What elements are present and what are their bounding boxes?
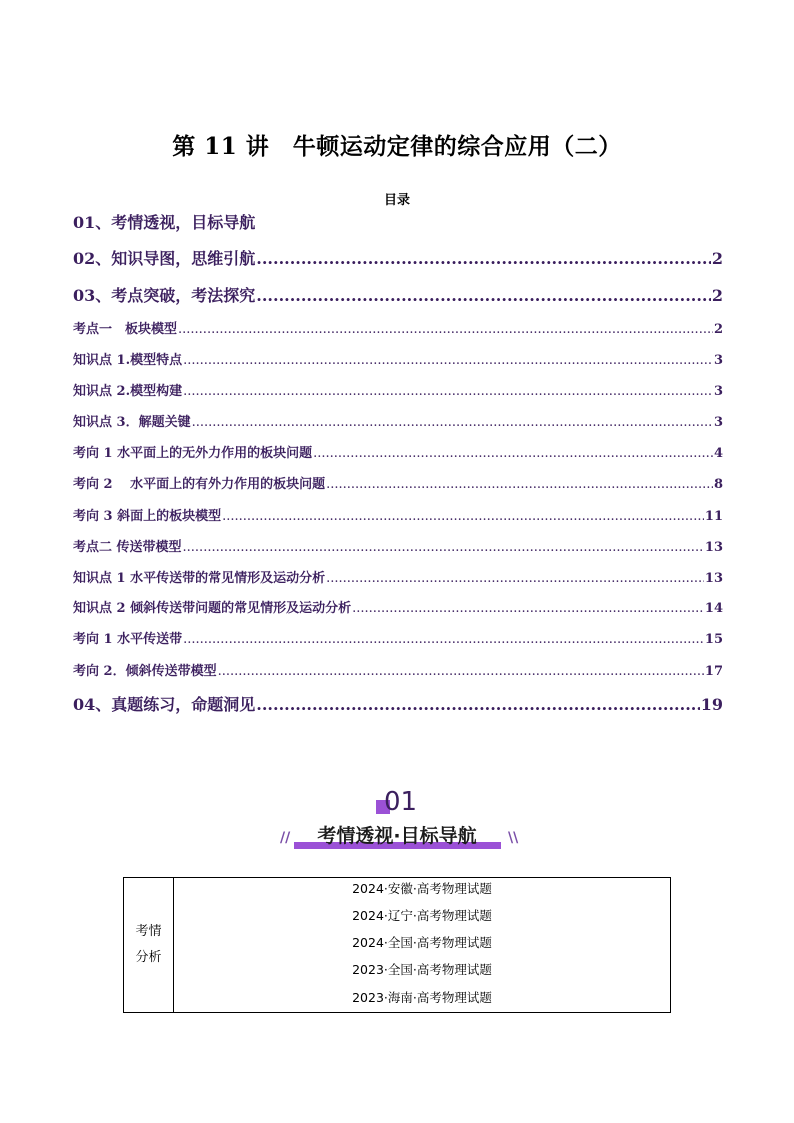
toc-entry[interactable] <box>73 349 723 368</box>
toc-entry-label: 03、考点突破，考法探究 <box>73 286 256 305</box>
toc-entry-page: 15 <box>704 632 723 647</box>
section-header <box>0 787 794 857</box>
toc-entry-page: 4 <box>713 446 723 461</box>
toc-entry-label: 知识点 2 倾斜传送带问题的常见情形及运动分析 <box>73 601 352 616</box>
toc-leader-dots <box>326 477 713 492</box>
toc-entry-page: 2 <box>711 249 723 268</box>
toc-leader-dots <box>256 286 711 305</box>
decorative-slash-right: \\ <box>508 830 519 846</box>
toc-entry-page: 3 <box>713 415 723 430</box>
section-number: 01 <box>384 787 418 817</box>
toc-entry-label: 知识点 1 水平传送带的常见情形及运动分析 <box>73 571 326 586</box>
toc-entry-page: 11 <box>704 509 723 524</box>
toc-entry-label: 知识点 1.模型特点 <box>73 353 183 368</box>
toc-entry-label: 04、真题练习，命题洞见 <box>73 695 256 714</box>
exam-source-item: 2024·安徽·高考物理试题 <box>352 881 492 896</box>
toc-entry-label: 考点一 板块模型 <box>73 322 178 337</box>
toc-entry-label: 02、知识导图，思维引航 <box>73 249 256 268</box>
toc-entry-label: 考向 3 斜面上的板块模型 <box>73 509 222 524</box>
exam-source-item: 2023·全国·高考物理试题 <box>352 962 492 977</box>
exam-source-item: 2024·辽宁·高考物理试题 <box>352 908 492 923</box>
toc-entry-label: 考向 1 水平面上的无外力作用的板块问题 <box>73 446 313 461</box>
toc-entry[interactable] <box>73 246 723 269</box>
exam-source-item: 2023·海南·高考物理试题 <box>352 990 492 1005</box>
toc-entry-page: 13 <box>704 540 723 555</box>
section-title: 考情透视·目标导航 <box>317 825 477 847</box>
toc-entry[interactable] <box>73 411 723 430</box>
toc-heading: 目录 <box>383 193 410 208</box>
exam-source-item: 2024·全国·高考物理试题 <box>352 935 492 950</box>
toc-entry[interactable] <box>73 660 723 679</box>
toc-leader-dots <box>256 695 699 714</box>
document-title: 第 11 讲 牛顿运动定律的综合应用（二） <box>172 133 622 160</box>
toc-leader-dots <box>183 632 704 647</box>
toc-entry[interactable] <box>73 505 723 524</box>
toc-entry[interactable] <box>73 210 723 233</box>
exam-analysis-label: 考情分析 <box>135 924 162 965</box>
toc-entry[interactable] <box>73 536 723 555</box>
toc-entry-page: 3 <box>713 353 723 368</box>
toc-leader-dots <box>326 571 704 586</box>
toc-entry[interactable] <box>73 567 723 586</box>
toc-entry-label: 知识点 2.模型构建 <box>73 384 183 399</box>
toc-entry[interactable] <box>73 597 723 616</box>
toc-entry-label: 知识点 3．解题关键 <box>73 415 191 430</box>
toc-leader-dots <box>183 384 713 399</box>
toc-leader-dots <box>256 249 711 268</box>
toc-leader-dots <box>178 322 713 337</box>
decorative-slash-left: // <box>280 830 291 846</box>
toc-entry[interactable] <box>73 380 723 399</box>
toc-entry-page: 3 <box>713 384 723 399</box>
toc-leader-dots <box>192 415 713 430</box>
toc-entry-page: 2 <box>713 322 723 337</box>
toc-entry[interactable] <box>73 442 723 461</box>
toc-entry[interactable] <box>73 628 723 647</box>
toc-entry[interactable] <box>73 318 723 337</box>
toc-entry[interactable] <box>73 283 723 306</box>
toc-entry-label: 01、考情透视，目标导航 <box>73 213 256 232</box>
toc-entry-page: 17 <box>704 664 723 679</box>
toc-entry-page: 8 <box>713 477 723 492</box>
exam-analysis-table <box>123 877 671 1013</box>
exam-analysis-label-cell <box>124 878 174 1012</box>
toc-leader-dots <box>313 446 713 461</box>
toc-entry-label: 考向 1 水平传送带 <box>73 632 183 647</box>
toc-leader-dots <box>183 540 704 555</box>
toc-entry-label: 考向 2 水平面上的有外力作用的板块问题 <box>73 477 326 492</box>
toc-entry-page: 13 <box>704 571 723 586</box>
toc-entry-page: 2 <box>711 286 723 305</box>
toc-leader-dots <box>183 353 713 368</box>
toc-entry-page: 14 <box>704 601 723 616</box>
toc-leader-dots <box>352 601 704 616</box>
toc-leader-dots <box>218 664 704 679</box>
toc-entry-label: 考向 2．倾斜传送带模型 <box>73 664 217 679</box>
toc-entry[interactable] <box>73 473 723 492</box>
toc-entry-label: 考点二 传送带模型 <box>73 540 182 555</box>
toc-entry[interactable] <box>73 692 723 715</box>
toc-entry-page: 19 <box>700 695 723 714</box>
toc-leader-dots <box>222 509 704 524</box>
